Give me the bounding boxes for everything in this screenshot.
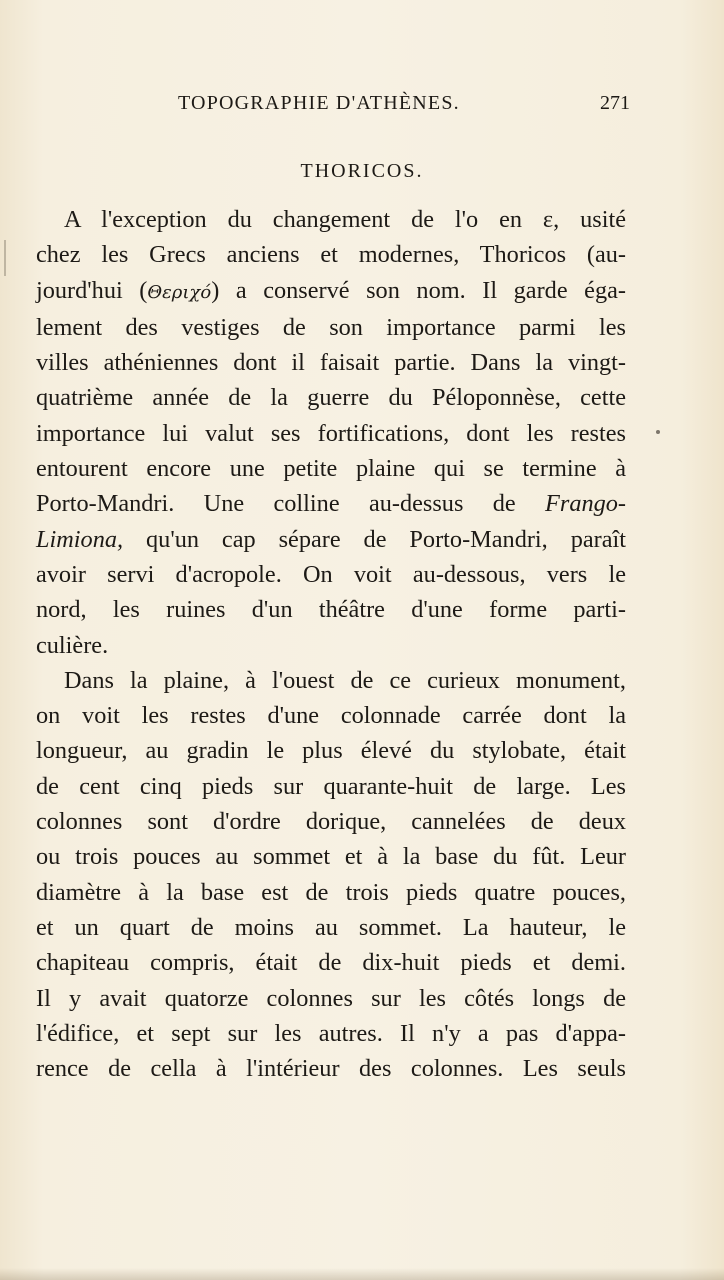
margin-mark [4, 240, 6, 276]
italic-place-name: Limiona, [36, 525, 124, 553]
text-line: importance lui valut ses fortifications, dont les restes [36, 419, 626, 447]
text-line: Il y avait quatorze colonnes sur les côtés longs de [36, 984, 626, 1012]
text-fragment: Porto-Mandri. Une colline au-dessus de [36, 490, 546, 518]
text-line: ou trois pouces au sommet et à la base du fût. Leur [36, 843, 626, 871]
text-fragment: jourd'hui [36, 276, 140, 304]
text-line: villes athéniennes dont il faisait partie. Dans la vingt- [36, 349, 626, 377]
section-title: THORICOS. [300, 160, 424, 182]
text-fragment: qu'un cap sépare de Porto-Mandri, paraît [123, 525, 626, 553]
running-head: TOPOGRAPHIE D'ATHÈNES. [178, 92, 460, 114]
text-line: colonnes sont d'ordre dorique, cannelées de deux [36, 808, 626, 836]
text-line: avoir servi d'acropole. On voit au-dessous, vers le [36, 560, 626, 588]
text-line: culière. [36, 631, 109, 659]
page-number: 271 [600, 92, 630, 114]
text-line: lement des vestiges de son importance parmi les [36, 313, 626, 341]
text-line: diamètre à la base est de trois pieds quatre pouces, [36, 878, 626, 906]
text-line: Dans la plaine, à l'ouest de ce curieux monument, [64, 666, 626, 694]
text-line: longueur, au gradin le plus élevé du stylobate, était [36, 737, 626, 765]
body-text [36, 202, 626, 1086]
text-line: entourent encore une petite plaine qui se termine à [36, 455, 626, 483]
text-line [36, 486, 626, 521]
text-line: nord, les ruines d'un théâtre d'une forme parti- [36, 596, 626, 624]
page-bottom-edge [0, 1268, 724, 1280]
text-line [36, 522, 626, 557]
text-line: A l'exception du changement de l'o en ε, usité [64, 206, 626, 233]
text-line: l'édifice, et sept sur les autres. Il n'y a pas d'appa- [36, 1019, 626, 1047]
text-line: et un quart de moins au sommet. La hauteur, le [36, 913, 626, 941]
text-fragment: ( [139, 276, 148, 304]
text-line: chez les Grecs anciens et modernes, Thoricos (au- [36, 241, 626, 269]
text-fragment: ) a conservé son nom. Il garde éga- [211, 276, 626, 304]
greek-word: Θεριχό [147, 281, 212, 303]
text-line [36, 273, 626, 310]
ink-speck [656, 430, 660, 434]
text-line: on voit les restes d'une colonnade carrée dont la [36, 702, 626, 730]
italic-place-name: Frango- [545, 490, 626, 518]
text-line: de cent cinq pieds sur quarante-huit de large. Les [36, 772, 626, 800]
text-line: rence de cella à l'intérieur des colonnes. Les seuls [36, 1055, 626, 1083]
text-line: quatrième année de la guerre du Péloponnèse, cette [36, 384, 626, 412]
text-line: chapiteau compris, était de dix-huit pieds et demi. [36, 949, 626, 977]
